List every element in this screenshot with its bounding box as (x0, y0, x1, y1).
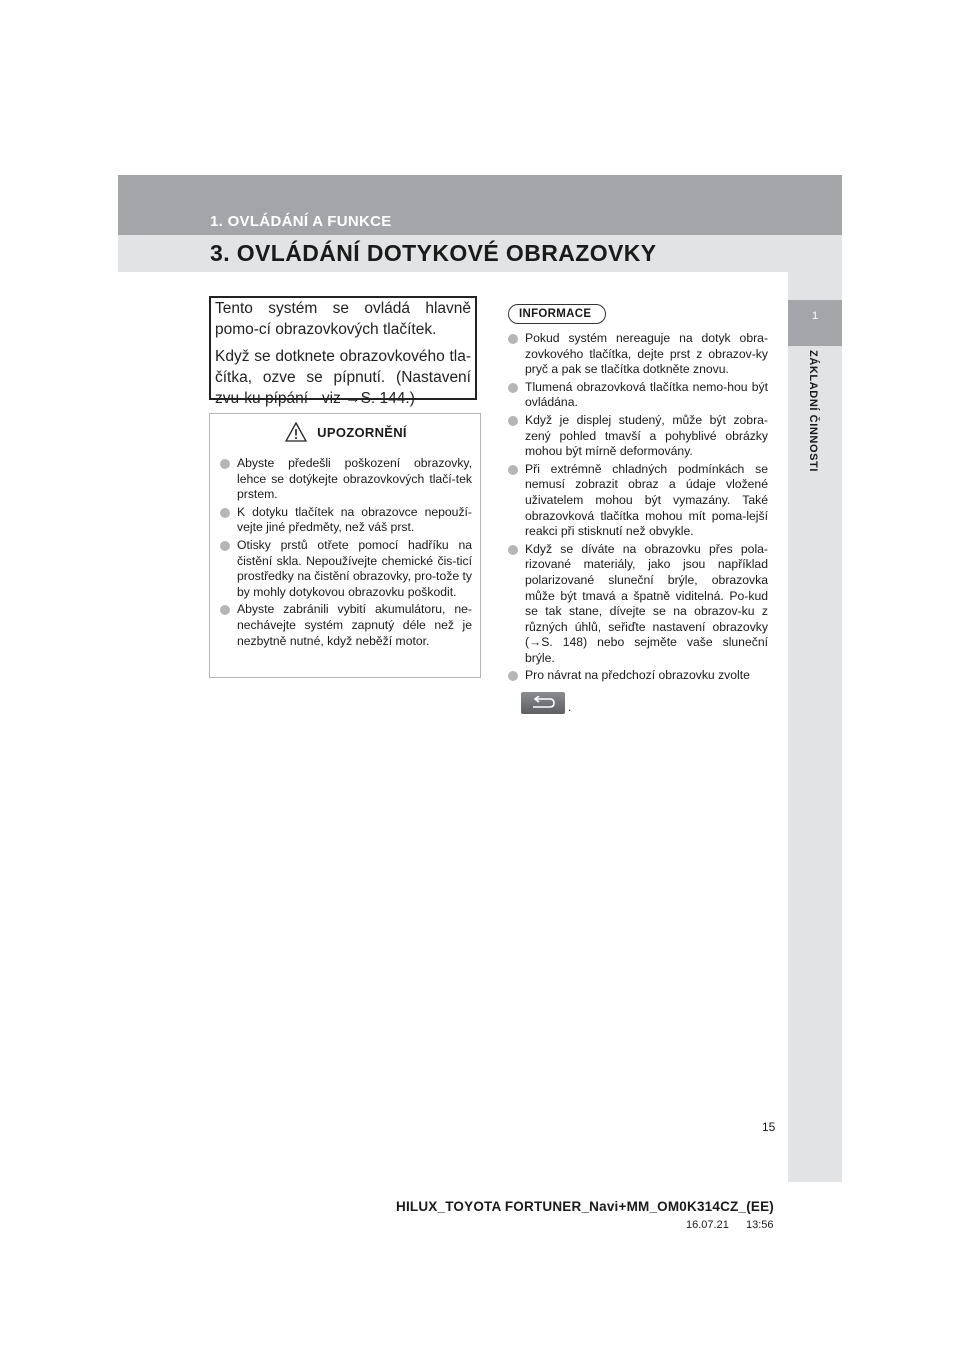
warning-list (220, 456, 472, 649)
warning-box (209, 413, 481, 678)
warning-triangle-icon (285, 422, 307, 442)
page-number: 15 (762, 1120, 776, 1134)
info-badge: INFORMACE (508, 304, 606, 324)
print-date: 16.07.21 (686, 1219, 729, 1231)
bullet-icon (220, 605, 230, 615)
info-item: Pro návrat na předchozí obrazovku zvolte (508, 668, 768, 684)
sentence-period: . (568, 700, 572, 715)
chapter-title: ZÁKLADNÍ ČINNOSTI (807, 350, 819, 473)
bullet-icon (508, 671, 518, 681)
intro-paragraph: Když se dotknete obrazovkového tla-čítka, ozve se pípnutí. (Nastavení zvu-ku pípání - viz →S. 144.) (215, 348, 471, 407)
section-label: 1. OVLÁDÁNÍ A FUNKCE (210, 213, 392, 230)
chapter-number: 1 (811, 310, 819, 322)
intro-box (209, 296, 477, 407)
bullet-icon (508, 416, 518, 426)
bullet-icon (508, 545, 518, 555)
bullet-icon (220, 508, 230, 518)
back-arrow-icon (530, 696, 556, 710)
bullet-icon (508, 383, 518, 393)
warning-title: UPOZORNĚNÍ (317, 424, 407, 440)
page-title: 3. OVLÁDÁNÍ DOTYKOVÉ OBRAZOVKY (210, 240, 657, 266)
warning-item: K dotyku tlačítek na obrazovce nepouží-vejte jiné předměty, než váš prst. (220, 505, 472, 536)
info-item: Při extrémně chladných podmínkách se nemusí zobrazit obraz a údaje vložené uživatelem mohou být vymazány. Také obrazovková tlačítka mohou mít poma-lejší reakci při stisknutí než obvykle. (508, 462, 768, 540)
print-time: 13:56 (746, 1219, 774, 1231)
intro-paragraph: Tento systém se ovládá hlavně pomo-cí obrazovkových tlačítek. (215, 300, 471, 338)
info-list (508, 331, 768, 684)
bullet-icon (220, 459, 230, 469)
document-id: HILUX_TOYOTA FORTUNER_Navi+MM_OM0K314CZ_(EE) (396, 1199, 774, 1214)
back-button-row (521, 692, 768, 714)
bullet-icon (508, 334, 518, 344)
bullet-icon (508, 465, 518, 475)
info-item: Když je displej studený, může být zobra-zený pohled tmavší a pohyblivé obrázky mohou být mírně deformovány. (508, 413, 768, 460)
warning-item: Abyste předešli poškození obrazovky, lehce se dotýkejte obrazovkových tlačí-tek prstem. (220, 456, 472, 503)
chapter-tab (788, 300, 842, 346)
back-button[interactable] (521, 692, 565, 714)
info-item: Tlumená obrazovková tlačítka nemo-hou být ovládána. (508, 380, 768, 411)
info-item: Když se díváte na obrazovku přes pola-rizované materiály, jako jsou například polarizované sluneční brýle, obrazovka může být tmavá a špatně viditelná. Po-kud se tak stane, dívejte se na obrazov-ku z různých úhlů, seřiďte nastavení obrazovky (→S. 148) nebo sejměte vaše sluneční brýle. (508, 542, 768, 667)
warning-item: Abyste zabránili vybití akumulátoru, ne-nechávejte systém zapnutý déle než je nezbytně nutné, když neběží motor. (220, 602, 472, 649)
info-section (508, 304, 768, 714)
info-item: Pokud systém nereaguje na dotyk obra-zovkového tlačítka, dejte prst z obrazov-ky pryč a pak se tlačítka dotkněte znovu. (508, 331, 768, 378)
bullet-icon (220, 541, 230, 551)
warning-header (220, 422, 472, 442)
warning-item: Otisky prstů otřete pomocí hadříku na čistění skla. Nepoužívejte chemické čis-ticí prostředky na čistění obrazovky, pro-tože ty by mohly dotykovou obrazovku poškodit. (220, 538, 472, 600)
